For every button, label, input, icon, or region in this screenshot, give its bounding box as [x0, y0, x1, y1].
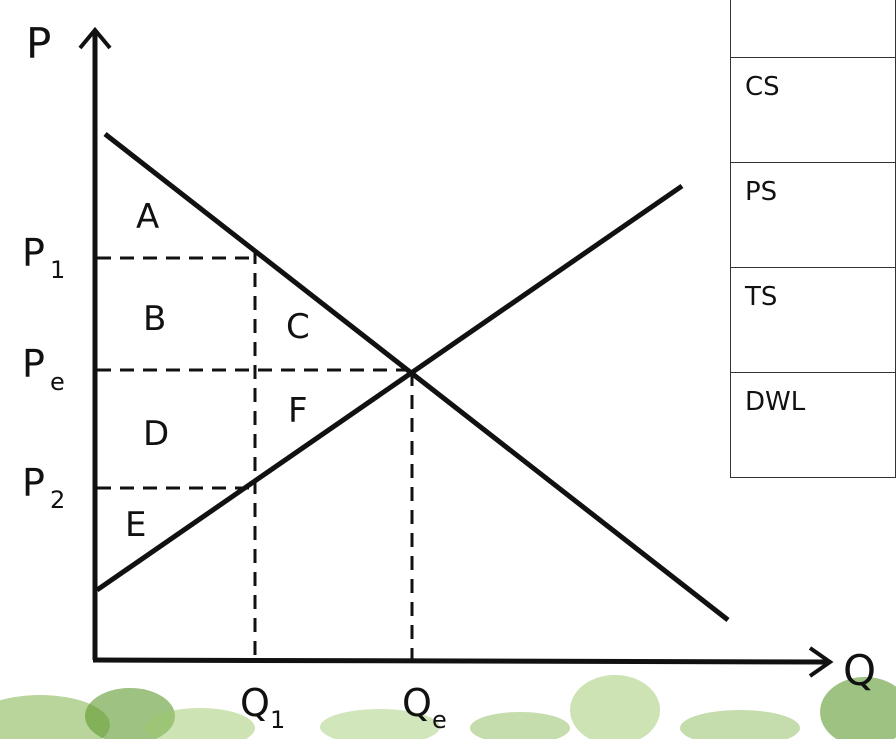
x-axis [93, 660, 828, 662]
x-axis-label: Q [843, 646, 877, 695]
svg-text:e: e [50, 368, 65, 396]
svg-text:1: 1 [50, 256, 66, 284]
foliage-decoration [0, 675, 896, 739]
svg-text:P: P [22, 461, 45, 505]
area-label-b: B [143, 299, 167, 339]
welfare-row-ps [731, 163, 896, 268]
welfare-table [730, 0, 896, 478]
demand-curve [105, 134, 728, 620]
svg-text:2: 2 [50, 486, 66, 514]
welfare-table-header-cell [731, 0, 896, 58]
welfare-label-ps: PS [745, 177, 778, 207]
supply-curve [97, 186, 682, 590]
svg-text:1: 1 [270, 706, 286, 734]
svg-text:Q: Q [240, 681, 270, 725]
welfare-row-cs [731, 58, 896, 163]
area-label-f: F [288, 391, 308, 431]
svg-text:Q: Q [402, 681, 432, 725]
welfare-row-ts [731, 268, 896, 373]
y-axis-label: P [26, 19, 52, 68]
welfare-label-cs: CS [745, 72, 780, 102]
area-label-c: C [286, 307, 310, 347]
svg-text:P: P [22, 231, 45, 275]
welfare-table-header-row [731, 0, 896, 58]
welfare-label-ts: TS [745, 282, 778, 312]
area-label-e: E [125, 505, 147, 545]
svg-text:P: P [22, 342, 45, 386]
price-label-pe [22, 342, 65, 396]
svg-text:e: e [432, 706, 447, 734]
welfare-row-dwl [731, 373, 896, 478]
area-label-d: D [143, 414, 170, 454]
price-label-p1 [22, 231, 65, 284]
welfare-label-dwl: DWL [745, 387, 806, 417]
area-label-a: A [136, 197, 160, 237]
price-label-p2 [22, 461, 65, 514]
